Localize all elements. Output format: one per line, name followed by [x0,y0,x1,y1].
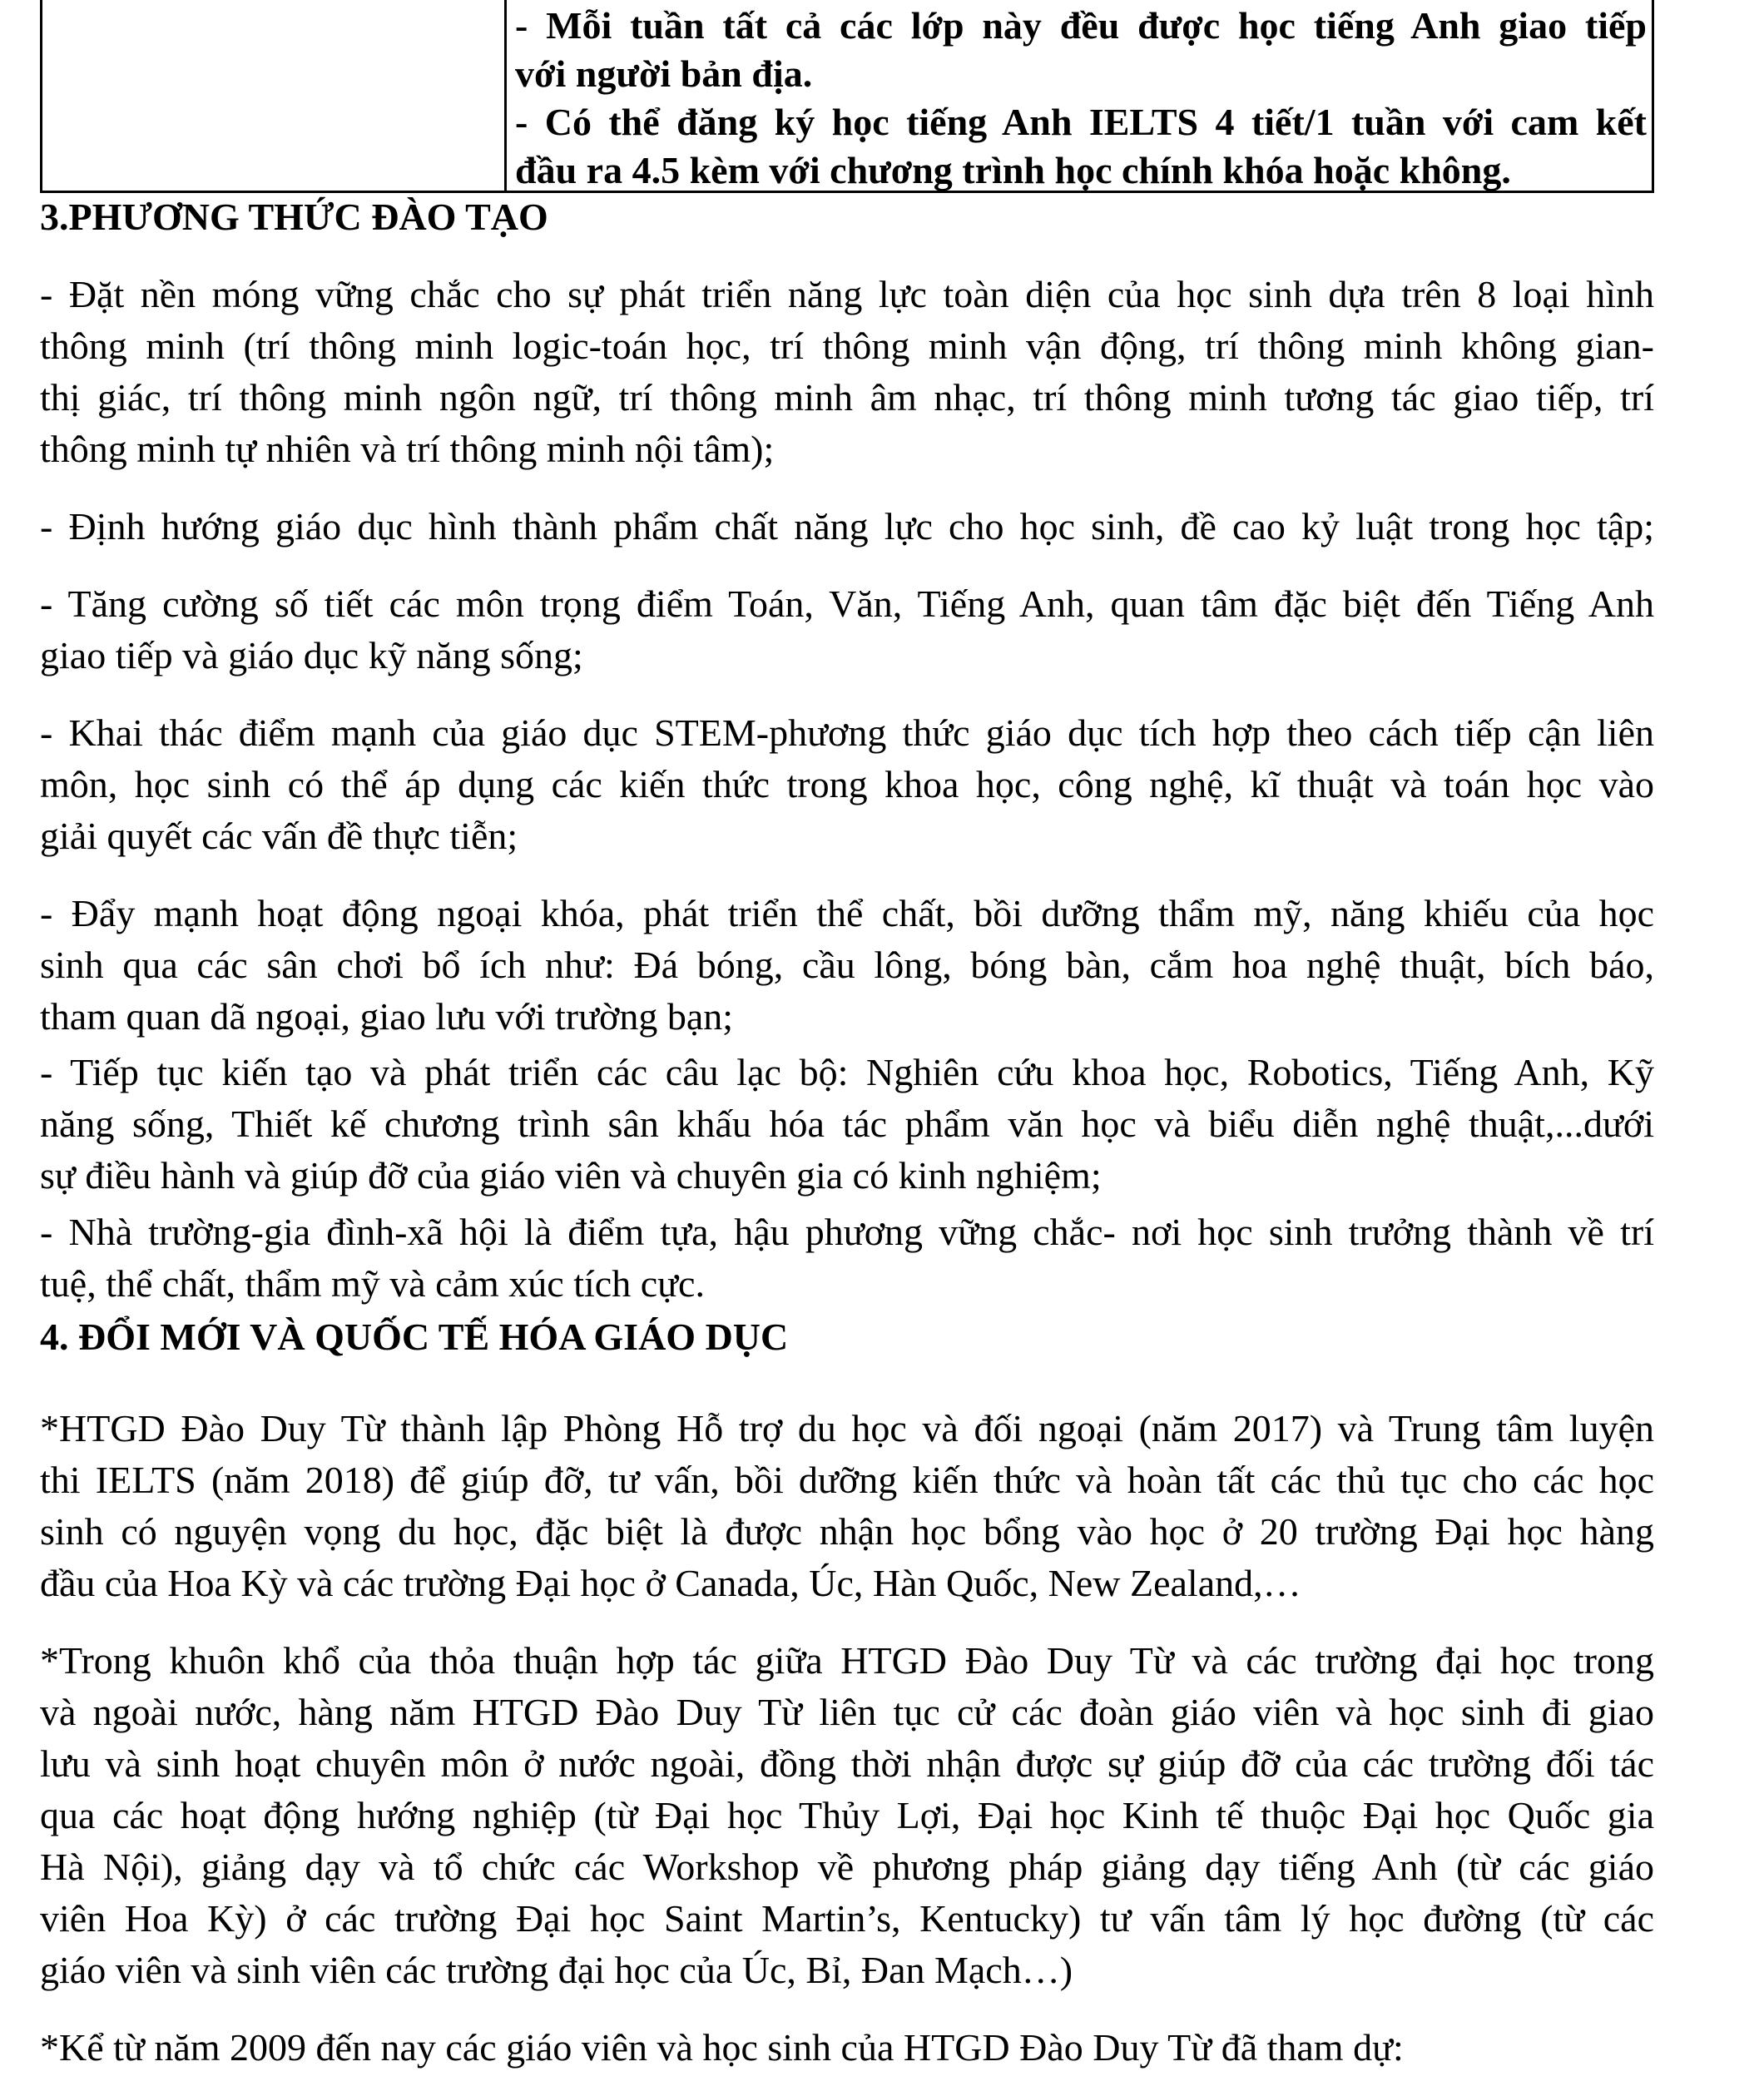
paragraph-line: sinh có nguyện vọng du học, đặc biệt là được nhận học bổng vào học ở 20 trường Đại học hàng [40,1510,1654,1553]
table-cell-line: với người bản địa. [515,52,813,95]
paragraph-line: sự điều hành và giúp đỡ của giáo viên và chuyên gia có kinh nghiệm; [40,1154,1102,1197]
paragraph-line: *HTGD Đào Duy Từ thành lập Phòng Hỗ trợ du học và đối ngoại (năm 2017) và Trung tâm luyện [40,1407,1654,1449]
paragraph-line: và ngoài nước, hàng năm HTGD Đào Duy Từ liên tục cử các đoàn giáo viên và học sinh đi giao [40,1691,1654,1733]
table-cell-left [42,0,507,191]
paragraph-line: tham quan dã ngoại, giao lưu với trường bạn; [40,995,734,1038]
section-3-heading: 3.PHƯƠNG THỨC ĐÀO TẠO [40,196,548,238]
paragraph-line: giao tiếp và giáo dục kỹ năng sống; [40,634,583,676]
paragraph-line: lưu và sinh hoạt chuyên môn ở nước ngoài, đồng thời nhận được sự giúp đỡ của các trường đối tác [40,1742,1654,1785]
paragraph-line: giải quyết các vấn đề thực tiễn; [40,815,518,857]
table-cell-right [515,0,1647,191]
paragraph-line: Hà Nội), giảng dạy và tổ chức các Workshop về phương pháp giảng dạy tiếng Anh (từ các giáo [40,1846,1654,1888]
program-table-fragment [40,0,1654,193]
paragraph-line: *Kể từ năm 2009 đến nay các giáo viên và học sinh của HTGD Đào Duy Từ đã tham dự: [40,2026,1404,2069]
paragraph-line: tuệ, thể chất, thẩm mỹ và cảm xúc tích cực. [40,1262,705,1305]
paragraph-line: môn, học sinh có thể áp dụng các kiến thức trong khoa học, công nghệ, kĩ thuật và toán học vào [40,763,1654,805]
paragraph-line: đầu của Hoa Kỳ và các trường Đại học ở Canada, Úc, Hàn Quốc, New Zealand,… [40,1562,1301,1604]
paragraph-line: thông minh (trí thông minh logic-toán học, trí thông minh vận động, trí thông minh không gian- [40,325,1654,367]
table-cell-line: - Có thể đăng ký học tiếng Anh IELTS 4 tiết/1 tuần với cam kết [515,101,1647,143]
paragraph-line: *Trong khuôn khổ của thỏa thuận hợp tác giữa HTGD Đào Duy Từ và các trường đại học trong [40,1639,1654,1682]
paragraph-line: - Đặt nền móng vững chắc cho sự phát triển năng lực toàn diện của học sinh dựa trên 8 loại hình [40,273,1654,315]
paragraph-line: - Đẩy mạnh hoạt động ngoại khóa, phát triển thể chất, bồi dưỡng thẩm mỹ, năng khiếu của học [40,892,1654,934]
paragraph-line: - Tăng cường số tiết các môn trọng điểm Toán, Văn, Tiếng Anh, quan tâm đặc biệt đến Tiếng Anh [40,582,1654,625]
section-4-heading: 4. ĐỔI MỚI VÀ QUỐC TẾ HÓA GIÁO DỤC [40,1316,789,1358]
table-cell-line: đầu ra 4.5 kèm với chương trình học chính khóa hoặc không. [515,149,1511,191]
paragraph-line: thị giác, trí thông minh ngôn ngữ, trí thông minh âm nhạc, trí thông minh tương tác giao tiếp, trí [40,376,1654,419]
paragraph-line: thông minh tự nhiên và trí thông minh nội tâm); [40,428,775,470]
paragraph-line: - Nhà trường-gia đình-xã hội là điểm tựa, hậu phương vững chắc- nơi học sinh trưởng thành về trí [40,1211,1654,1253]
paragraph-line: - Tiếp tục kiến tạo và phát triển các câu lạc bộ: Nghiên cứu khoa học, Robotics, Tiếng Anh, Kỹ [40,1051,1654,1093]
paragraph-line: viên Hoa Kỳ) ở các trường Đại học Saint Martin’s, Kentucky) tư vấn tâm lý học đường (từ các [40,1897,1654,1940]
paragraph-line: thi IELTS (năm 2018) để giúp đỡ, tư vấn, bồi dưỡng kiến thức và hoàn tất các thủ tục cho các học [40,1459,1654,1501]
paragraph-line: năng sống, Thiết kế chương trình sân khấu hóa tác phẩm văn học và biểu diễn nghệ thuật,...dưới [40,1103,1654,1145]
paragraph-line: - Khai thác điểm mạnh của giáo dục STEM-phương thức giáo dục tích hợp theo cách tiếp cận liên [40,711,1654,754]
paragraph-line: sinh qua các sân chơi bổ ích như: Đá bóng, cầu lông, bóng bàn, cắm hoa nghệ thuật, bích báo, [40,944,1654,986]
paragraph-line: qua các hoạt động hướng nghiệp (từ Đại học Thủy Lợi, Đại học Kinh tế thuộc Đại học Quốc gia [40,1794,1654,1836]
paragraph-line: - Định hướng giáo dục hình thành phẩm chất năng lực cho học sinh, đề cao kỷ luật trong học tập; [40,505,1654,548]
table-cell-line: - Mỗi tuần tất cả các lớp này đều được học tiếng Anh giao tiếp [515,4,1647,47]
paragraph-line: giáo viên và sinh viên các trường đại học của Úc, Bỉ, Đan Mạch…) [40,1949,1073,1991]
